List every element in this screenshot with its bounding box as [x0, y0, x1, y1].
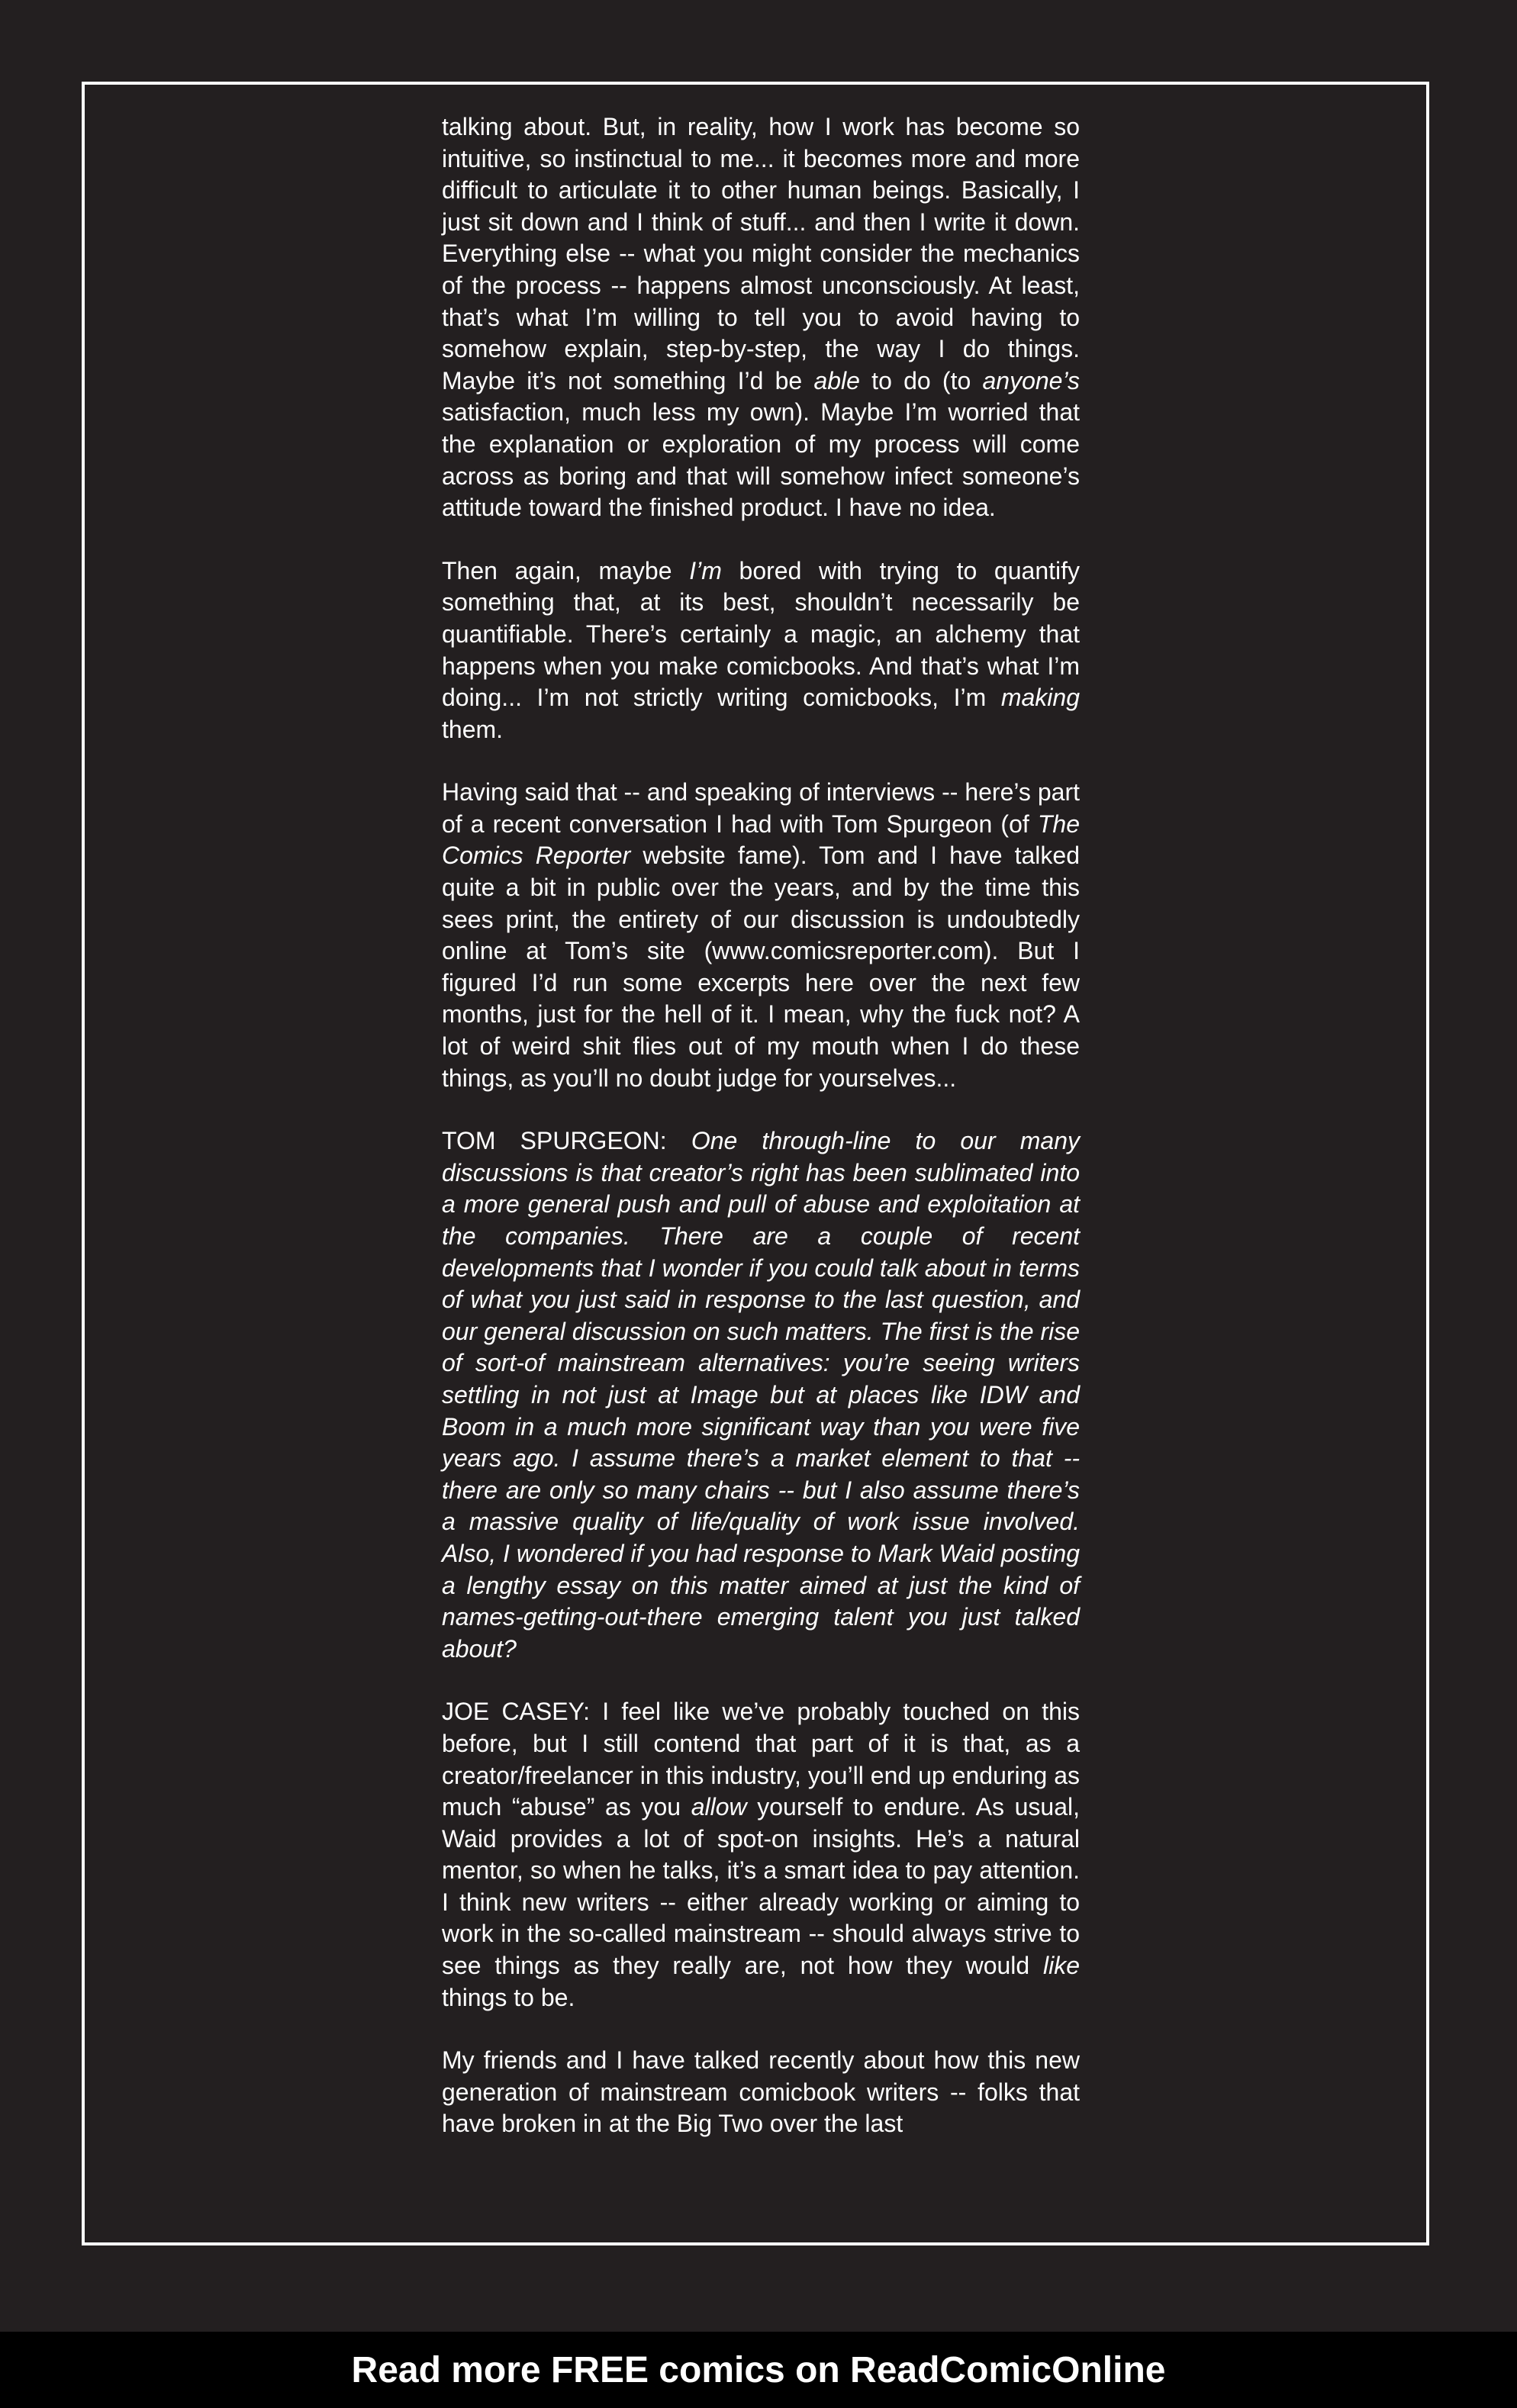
text-run: yourself to endure. As usual, Waid provides a lot of spot-on insights. He’s a natural mentor, so when he talks, it’s a smart idea to pay attention. I think new writers -- either already working or aiming to work in the so-called mainstream -- should always strive to see things as they really are, not how they would	[442, 1793, 1081, 1980]
paragraph-3	[442, 777, 1080, 1094]
italic-run: The Comics Reporter	[442, 810, 1080, 870]
text-run: things to be.	[442, 1983, 575, 2011]
text-run: My friends and I have talked recently about how this new generation of mainstream comicbook writers -- folks that have broken in at the Big Two over the last	[442, 2046, 1080, 2138]
text-run: talking about. But, in reality, how I work has become so intuitive, so instinctual to me... it becomes more and more difficult to articulate it to other human beings. Basically, I just sit down and I think of stuff... and then I write it down. Everything else -- what you might consider the mechanics of the process -- happens almost unconsciously. At least, that’s what I’m willing to tell you to avoid having to somehow explain, step-by-step, the way I do things. Maybe it’s not something I’d be	[442, 113, 1080, 394]
interview-answer	[442, 1696, 1080, 2014]
promo-banner[interactable]	[0, 2332, 1517, 2408]
italic-run: anyone’s	[982, 366, 1080, 394]
text-run: website fame). Tom and I have talked quite a bit in public over the years, and by the time this sees print, the entirety of our discussion is undoubtedly online at Tom’s site (www.comicsreporter.com). But I figured I’d run some excerpts here over the next few months, just for the hell of it. I mean, why the fuck not? A lot of weird shit flies out of my mouth when I do these things, as you’ll no doubt judge for yourselves...	[442, 842, 1081, 1092]
paragraph-6	[442, 2045, 1080, 2140]
text-run: Then again, maybe	[442, 556, 690, 584]
promo-banner-text[interactable]: Read more FREE comics on ReadComicOnline	[351, 2349, 1166, 2390]
interview-question	[442, 1125, 1080, 1665]
italic-run: making	[1000, 684, 1080, 712]
italic-run: able	[813, 366, 860, 394]
text-run: Having said that -- and speaking of interviews -- here’s part of a recent conversation I had with Tom Spurgeon (of	[442, 778, 1080, 838]
italic-run: allow	[691, 1793, 747, 1821]
question-text: One through-line to our many discussions is that creator’s right has been sublimated into a more general push and pull of abuse and exploitation at the companies. There are a couple of recent developments that I wonder if you could talk about in terms of what you just said in response to the last question, and our general discussion on such matters. The first is the rise of sort-of mainstream alternatives: you’re seeing writers settling in not just at Image but at places like IDW and Boom in a much more significant way than you were five years ago. I assume there’s a market element to that -- there are only so many chairs -- but I also assume there’s a massive quality of life/quality of work issue involved. Also, I wondered if you had response to Mark Waid posting a lengthy essay on this matter aimed at just the kind of names-getting-out-there emerging talent you just talked about?	[442, 1127, 1081, 1663]
paragraph-2	[442, 555, 1080, 746]
italic-run: like	[1042, 1952, 1080, 1980]
speaker-label: TOM SPURGEON:	[442, 1127, 691, 1155]
text-run: JOE CASEY: I feel like we’ve probably touched on this before, but I still contend that part of it is that, as a creator/freelancer in this industry, you’ll end up enduring as much “abuse” as you	[442, 1698, 1080, 1821]
text-run: them.	[442, 715, 504, 743]
text-run: satisfaction, much less my own). Maybe I’m worried that the explanation or exploration of my process will come across as boring and that will somehow infect someone’s attitude toward the finished product. I have no idea.	[442, 398, 1080, 522]
text-run: bored with trying to quantify something that, at its best, shouldn’t necessarily be quantifiable. There’s certainly a magic, an alchemy that happens when you make comicbooks. And that’s what I’m doing... I’m not strictly writing comicbooks, I’m	[442, 556, 1081, 712]
article-column	[442, 111, 1080, 2140]
paragraph-1	[442, 111, 1080, 524]
italic-run: I’m	[689, 556, 722, 584]
text-run: to do (to	[859, 366, 983, 394]
